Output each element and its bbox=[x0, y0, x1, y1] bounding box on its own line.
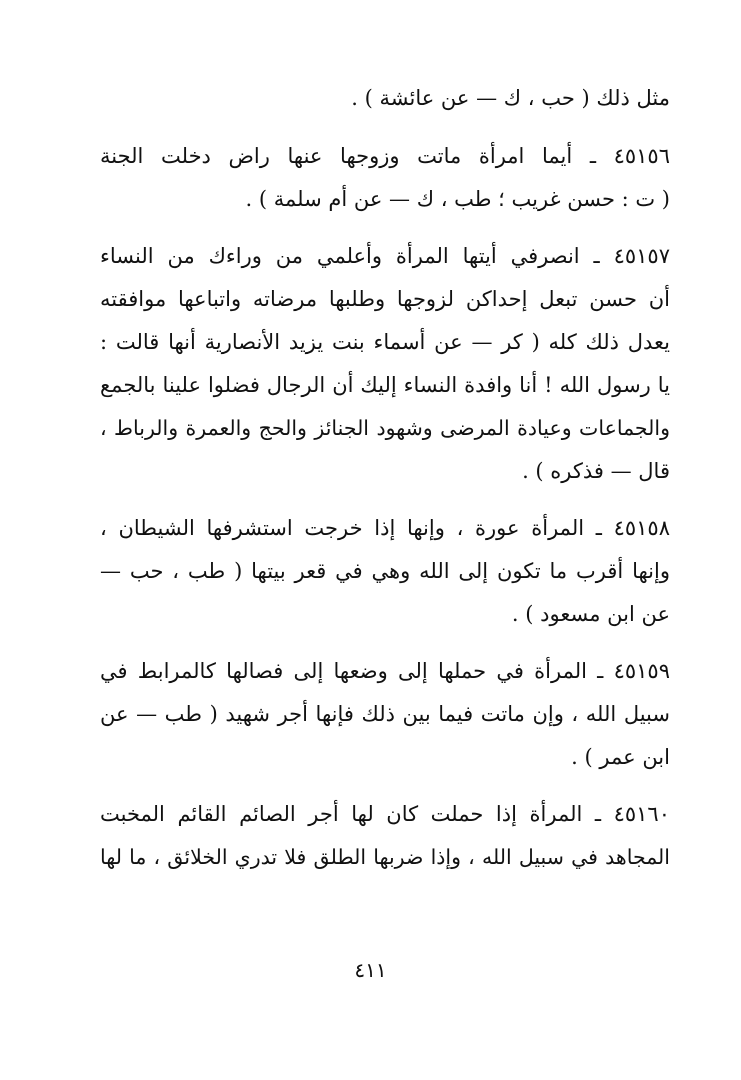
hadith-45156-line-2: ( ت : حسن غريب ؛ طب ، ك — عن أم سلمة ) . bbox=[245, 187, 670, 211]
hadith-45159-line-1: ٤٥١٥٩ ـ المرأة في حملها إلى وضعها إلى فصالها كالمرابط في bbox=[100, 659, 670, 683]
hadith-45158-line-3: عن ابن مسعود ) . bbox=[511, 602, 670, 626]
hadith-45157-line-1: ٤٥١٥٧ ـ انصرفي أيتها المرأة وأعلمي من وراءك من النساء bbox=[100, 244, 670, 268]
hadith-45157-line-2: أن حسن تبعل إحداكن لزوجها وطلبها مرضاته واتباعها موافقته bbox=[100, 287, 670, 311]
hadith-45157-line-3: يعدل ذلك كله ( كر — عن أسماء بنت يزيد الأنصارية أنها قالت : bbox=[100, 330, 670, 354]
hadith-45158-line-2: وإنها أقرب ما تكون إلى الله وهي في قعر بيتها ( طب ، حب — bbox=[100, 559, 670, 583]
hadith-45156-line-1: ٤٥١٥٦ ـ أيما امرأة ماتت وزوجها عنها راض دخلت الجنة bbox=[100, 144, 670, 168]
hadith-45160-line-2: المجاهد في سبيل الله ، وإذا ضربها الطلق فلا تدري الخلائق ، ما لها bbox=[100, 845, 670, 869]
hadith-45160-line-1: ٤٥١٦٠ ـ المرأة إذا حملت كان لها أجر الصائم القائم المخبت bbox=[100, 802, 670, 826]
text-line-1: مثل ذلك ( حب ، ك — عن عائشة ) . bbox=[351, 86, 670, 110]
hadith-45157-line-6: قال — فذكره ) . bbox=[522, 459, 670, 483]
hadith-45159-line-2: سبيل الله ، وإن ماتت فيما بين ذلك فإنها أجر شهيد ( طب — عن bbox=[100, 702, 670, 726]
hadith-45157-line-4: يا رسول الله ! أنا وافدة النساء إليك أن الرجال فضلوا علينا بالجمع bbox=[100, 373, 670, 397]
hadith-45159-line-3: ابن عمر ) . bbox=[571, 745, 670, 769]
hadith-45158-line-1: ٤٥١٥٨ ـ المرأة عورة ، وإنها إذا خرجت استشرفها الشيطان ، bbox=[100, 516, 670, 540]
hadith-45157-line-5: والجماعات وعيادة المرضى وشهود الجنائز والحج والعمرة والرباط ، bbox=[100, 416, 670, 440]
page-number: ٤١١ bbox=[354, 958, 387, 982]
